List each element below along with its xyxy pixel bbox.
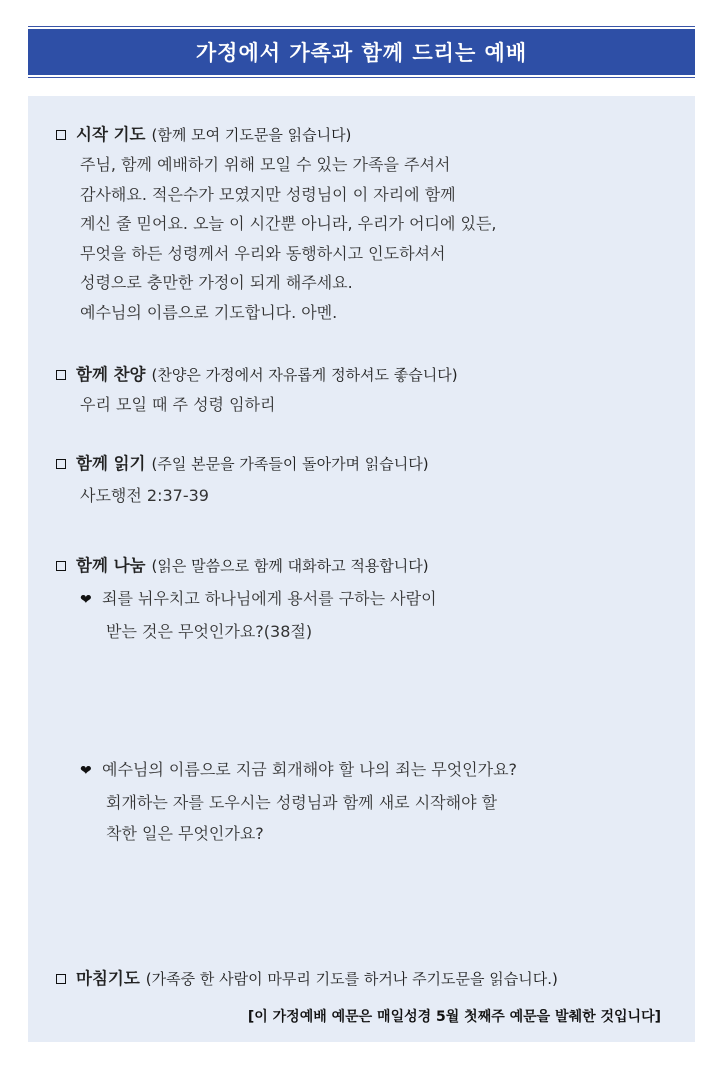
question-line: 죄를 뉘우치고 하나님에게 용서를 구하는 사람이 (102, 589, 437, 608)
section-note: (주일 본문을 가족들이 돌아가며 읽습니다) (151, 455, 429, 473)
section-heading (56, 555, 437, 577)
section-heading (56, 124, 497, 146)
content-panel (28, 96, 695, 1042)
title-banner (28, 26, 695, 78)
section-heading (56, 968, 558, 990)
heart-icon: ❤ (80, 763, 92, 779)
page-title: 가정에서 가족과 함께 드리는 예배 (28, 29, 695, 75)
song-title (80, 390, 458, 420)
section-reading (56, 453, 429, 511)
checkbox-square-icon (56, 459, 66, 469)
checkbox-square-icon (56, 130, 66, 140)
question-1 (80, 583, 437, 647)
source-note: [이 가정예배 예문은 매일성경 5월 첫째주 예문을 발췌한 것입니다] (247, 1009, 661, 1025)
scripture-reference (80, 481, 429, 511)
section-note: (찬양은 가정에서 자유롭게 정하셔도 좋습니다) (151, 366, 458, 384)
section-title: 마침기도 (76, 969, 140, 988)
section-note: (가족중 한 사람이 마무리 기도를 하거나 주기도문을 읽습니다.) (145, 970, 558, 988)
section-heading (56, 453, 429, 475)
heart-icon: ❤ (80, 592, 92, 608)
checkbox-square-icon (56, 370, 66, 380)
section-title: 함께 찬양 (76, 365, 146, 384)
section-opening-prayer (56, 124, 497, 327)
checkbox-square-icon (56, 561, 66, 571)
prayer-line: 주님, 함께 예배하기 위해 모일 수 있는 가족을 주셔서 (80, 155, 451, 174)
song-line: 우리 모일 때 주 성령 임하리 (80, 395, 276, 414)
question-line: 예수님의 이름으로 지금 회개해야 할 나의 죄는 무엇인가요? (102, 760, 518, 779)
question-line: 회개하는 자를 도우시는 성령님과 함께 새로 시작해야 할 (106, 793, 498, 812)
prayer-line: 성령으로 충만한 가정이 되게 해주세요. (80, 273, 353, 292)
section-title: 함께 읽기 (76, 454, 146, 473)
section-note: (함께 모여 기도문을 읽습니다) (151, 126, 352, 144)
scripture-line: 사도행전 2:37-39 (80, 486, 209, 505)
prayer-line: 계신 줄 믿어요. 오늘 이 시간뿐 아니라, 우리가 어디에 있든, (80, 214, 497, 233)
prayer-text (80, 150, 497, 327)
section-praise (56, 364, 458, 420)
section-closing-prayer (56, 968, 558, 990)
checkbox-square-icon (56, 974, 66, 984)
prayer-line: 감사해요. 적은수가 모였지만 성령님이 이 자리에 함께 (80, 184, 456, 204)
question-2 (80, 754, 517, 849)
section-title: 시작 기도 (76, 125, 146, 144)
question-line: 착한 일은 무엇인가요? (106, 824, 264, 843)
prayer-line: 무엇을 하든 성령께서 우리와 동행하시고 인도하셔서 (80, 243, 446, 263)
section-heading (56, 364, 458, 386)
prayer-line: 예수님의 이름으로 기도합니다. 아멘. (80, 302, 338, 322)
question-line: 받는 것은 무엇인가요?(38절) (106, 622, 313, 641)
section-sharing (56, 555, 518, 843)
section-title: 함께 나눔 (76, 556, 146, 575)
section-note: (읽은 말씀으로 함께 대화하고 적용합니다) (151, 557, 429, 575)
